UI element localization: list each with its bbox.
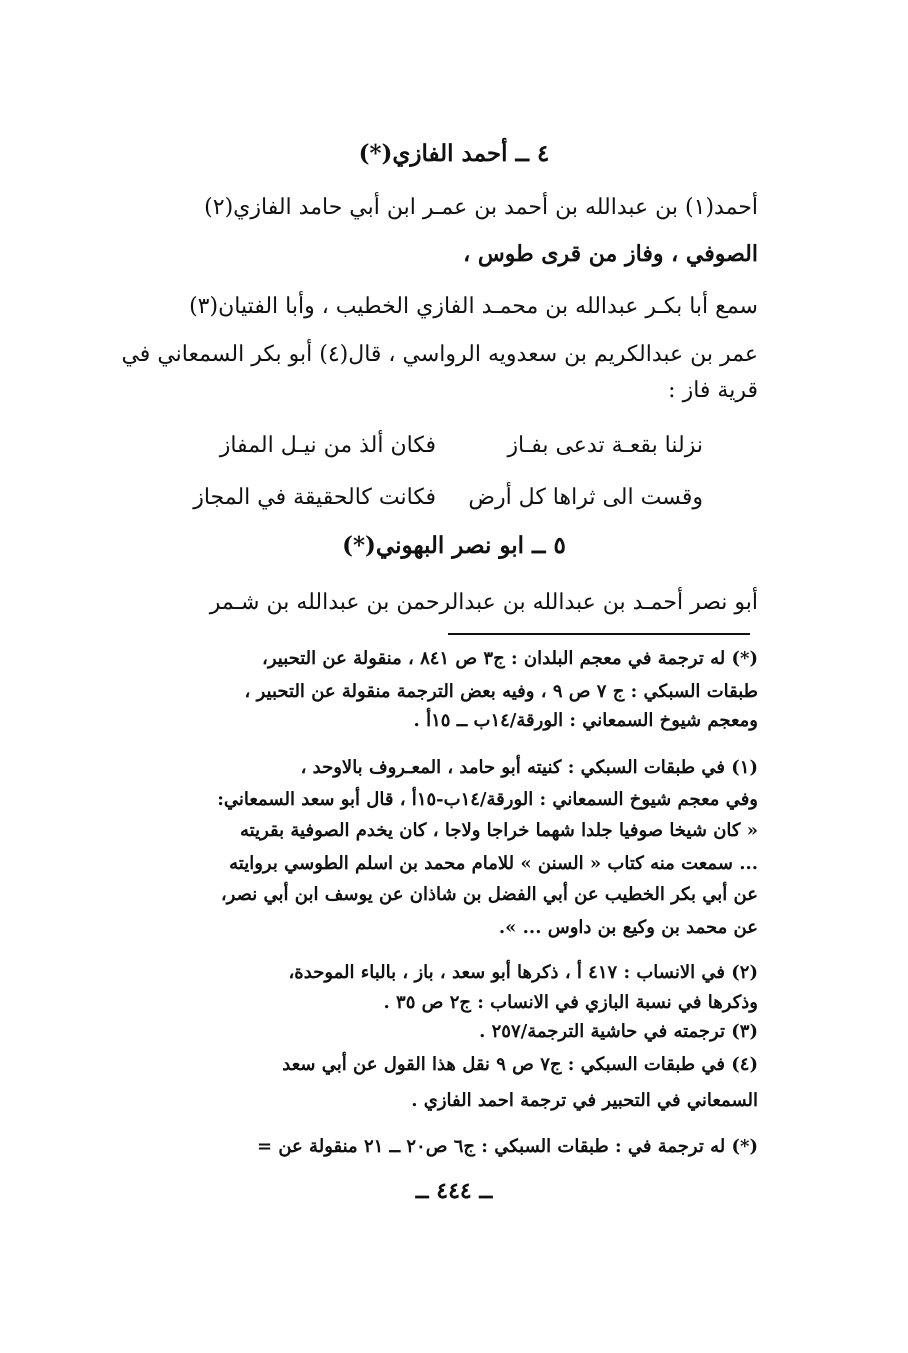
body-line: عمر بن عبدالكريم بن سعدويه الرواسي ، قال(٤) أبو بكر السمعاني في — [121, 342, 758, 367]
poem-hemistich: فكانت كالحقيقة في المجاز — [193, 485, 436, 510]
poem-hemistich: نزلنا بقعـة تدعى بفـاز — [507, 433, 703, 458]
poem-hemistich: وقست الى ثراها كل أرض — [468, 485, 703, 510]
footnote-line: السمعاني في التحبير في ترجمة احمد الفازي . — [411, 1090, 758, 1111]
footnote-line: (٣) ترجمته في حاشية الترجمة/٢٥٧ . — [479, 1021, 758, 1042]
poem-hemistich: فكان ألذ من نيـل المفاز — [219, 433, 436, 458]
body-line: أحمد(١) بن عبدالله بن أحمد بن عمـر ابن أبي حامد الفازي(٢) — [204, 195, 758, 220]
footnote-line: عن محمد بن وكيع بن داوس ... ». — [498, 917, 758, 938]
footnote-line: (*) له ترجمة في : طبقات السبكي : ج٦ ص٢٠ ــ ٢١ منقولة عن = — [257, 1136, 758, 1157]
footnote-line: طبقات السبكي : ج ٧ ص ٩ ، وفيه بعض الترجمة منقولة عن التحبير ، — [244, 681, 758, 702]
footnote-line: ... سمعت منه كتاب « السنن » للامام محمد بن اسلم الطوسي بروايته — [229, 853, 758, 874]
footnote-divider — [448, 633, 750, 635]
entry-heading: ٤ ــ أحمد الفازي(*) — [358, 140, 550, 167]
body-line: الصوفي ، وفاز من قرى طوس ، — [463, 241, 758, 267]
body-line: قرية فاز : — [668, 378, 758, 403]
footnote-line: ومعجم شيوخ السمعاني : الورقة/١٤ب ــ ١٥أ . — [413, 710, 758, 731]
footnote-line: عن أبي بكر الخطيب عن أبي الفضل بن شاذان عن يوسف ابن أبي نصر، — [220, 884, 758, 905]
footnote-line: وفي معجم شيوخ السمعاني : الورقة/١٤ب-١٥أ ، قال أبو سعد السمعاني: — [217, 789, 758, 810]
footnote-line: « كان شيخا صوفيا جلدا شهما خراجا ولاجا ، كان يخدم الصوفية بقريته — [239, 820, 758, 841]
footnote-line: (*) له ترجمة في معجم البلدان : ج٣ ص ٨٤١ ، منقولة عن التحبير، — [262, 648, 758, 669]
page-number: ــ ٤٤٤ ــ — [415, 1178, 493, 1204]
entry-heading: ٥ ــ ابو نصر البهوني(*) — [342, 532, 566, 559]
footnote-line: (٢) في الانساب : ٤١٧ أ ، ذكرها أبو سعد ، باز ، بالباء الموحدة، — [288, 962, 758, 983]
footnote-line: وذكرها في نسبة البازي في الانساب : ج٢ ص ٣٥ . — [383, 992, 758, 1013]
footnote-line: (٤) في طبقات السبكي : ج٧ ص ٩ نقل هذا القول عن أبي سعد — [282, 1054, 758, 1075]
body-line: أبو نصر أحمـد بن عبدالله بن عبدالرحمن بن عبدالله بن شـمر — [209, 590, 758, 615]
body-line: سمع أبا بكـر عبدالله بن محمـد الفازي الخطيب ، وأبا الفتيان(٣) — [189, 294, 758, 319]
footnote-line: (١) في طبقات السبكي : كنيته أبو حامد ، المعـروف بالاوحد ، — [300, 757, 758, 778]
